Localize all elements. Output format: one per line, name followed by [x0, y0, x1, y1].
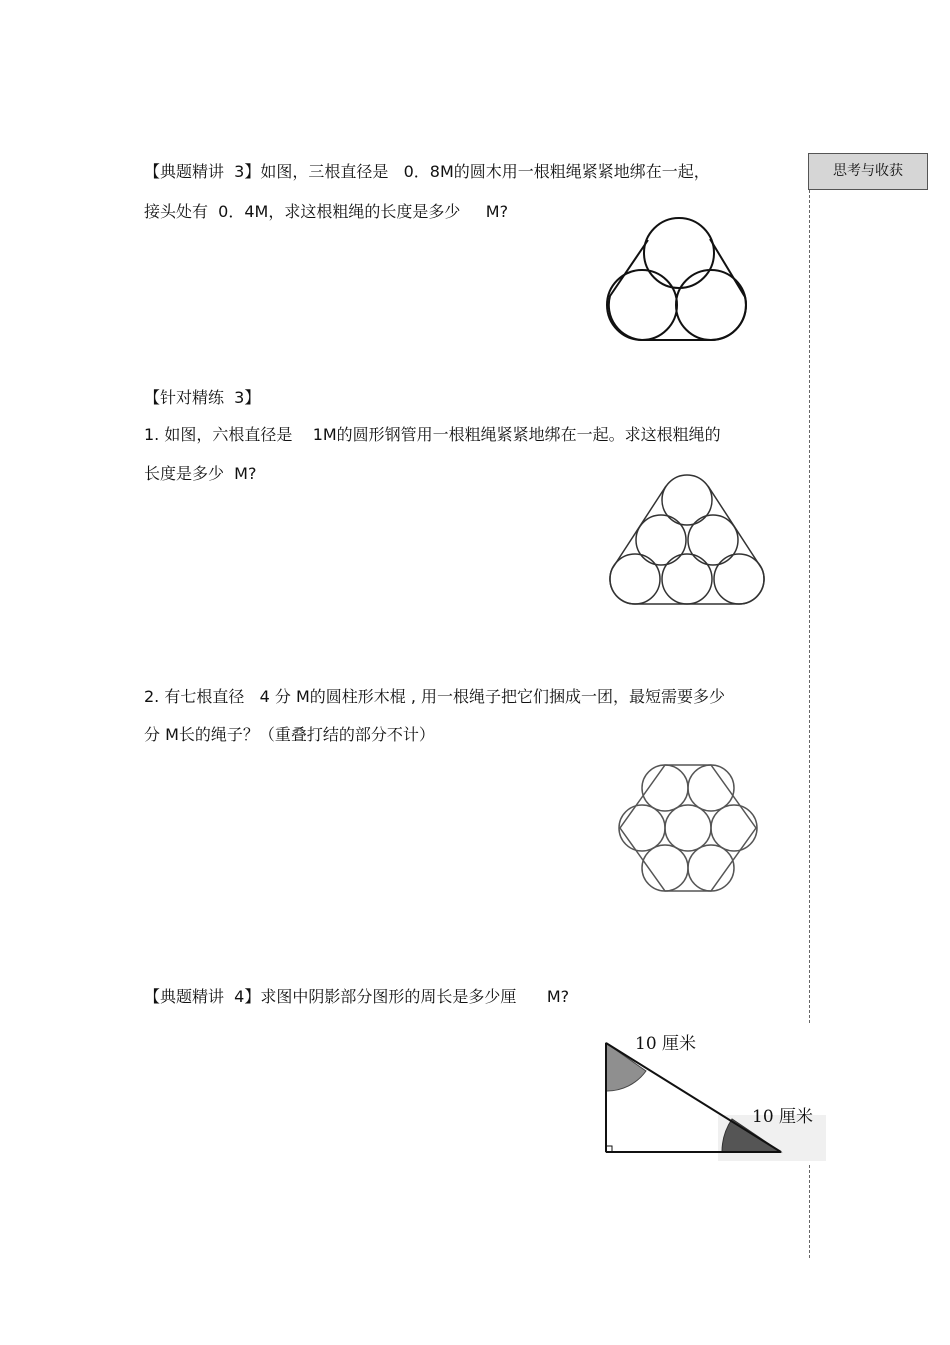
label-right: 10 厘米: [752, 1107, 814, 1127]
practice3-q2-line2: 分 M长的绳子？（重叠打结的部分不计）: [144, 725, 435, 744]
example4-line1: 【典题精讲 4】求图中阴影部分图形的周长是多少厘 M?: [144, 987, 570, 1006]
rope-outline: [609, 239, 746, 340]
label-top: 10 厘米: [635, 1034, 697, 1054]
sidebar-title-box: [808, 153, 928, 190]
practice3-q1-line2: 长度是多少 M?: [144, 464, 257, 483]
rope-outline: [610, 486, 764, 604]
example3-line2: 接头处有 0．4M，求这根粗绳的长度是多少 M?: [144, 202, 509, 221]
practice3-heading: 【针对精练 3】: [144, 388, 261, 407]
practice3-q2-line1: 2. 有七根直径 4 分 M的圆柱形木棍 , 用一根绳子把它们捆成一团，最短需要多少: [144, 687, 726, 706]
three-circles-figure: [600, 218, 760, 343]
six-circles-figure: [600, 472, 775, 607]
seven-circles-figure: [612, 760, 762, 896]
practice3-q1-line1: 1. 如图，六根直径是 1M的圆形钢管用一根粗绳紧紧地绑在一起。求这根粗绳的: [144, 425, 721, 444]
shaded-triangle-figure: [598, 1025, 826, 1165]
example3-line1: 【典题精讲 3】如图，三根直径是 0．8M的圆木用一根粗绳紧紧地绑在一起，: [144, 162, 710, 181]
log-top: [644, 218, 714, 288]
sidebar-title: 思考与收获: [833, 163, 903, 179]
